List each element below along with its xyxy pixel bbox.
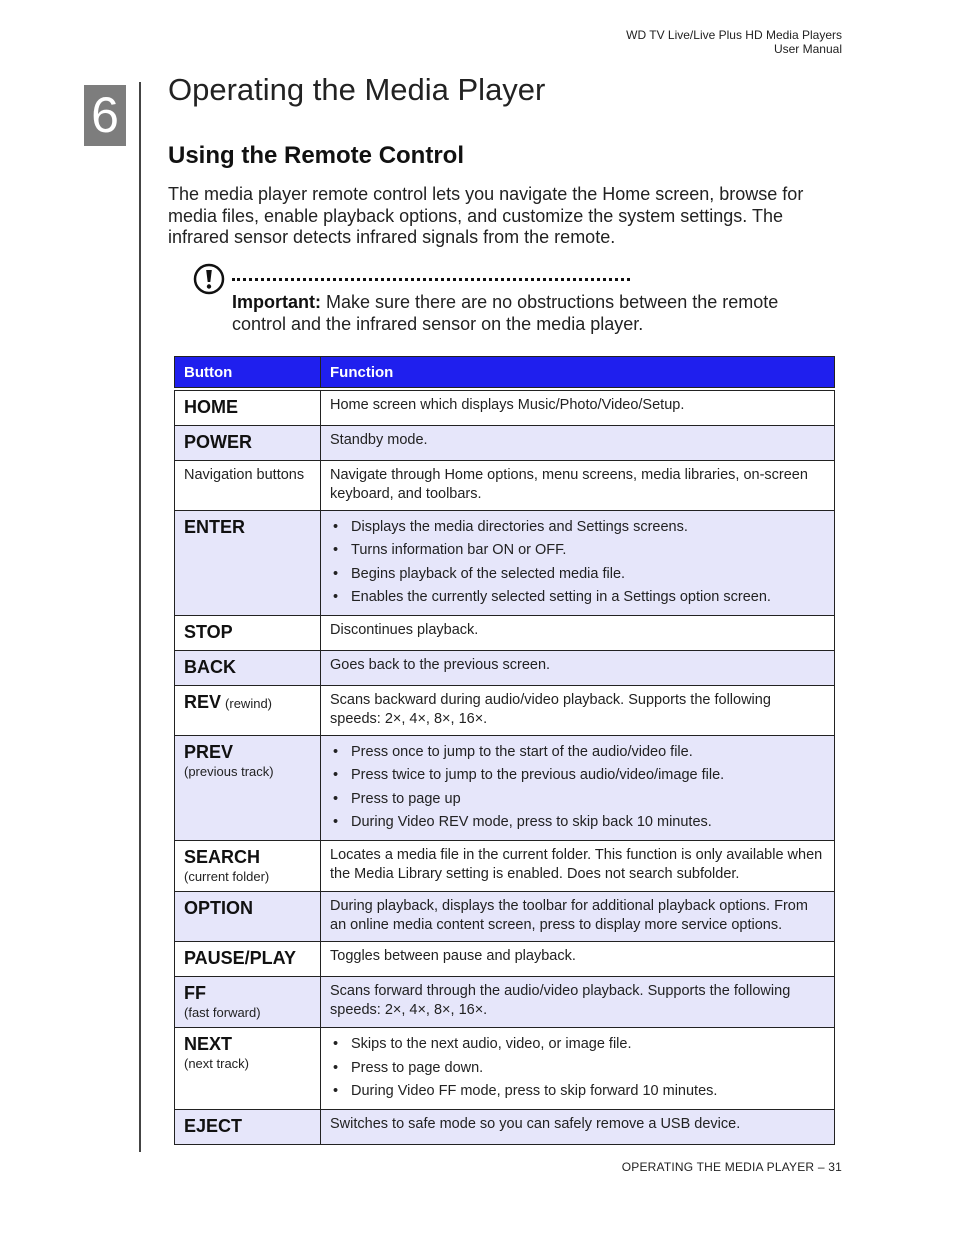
function-cell: [321, 426, 835, 461]
button-cell: [175, 461, 321, 511]
function-text: During playback, displays the toolbar for additional playback options. From an online media content screen, press to display more service options.: [330, 898, 808, 934]
button-name: HOME: [184, 397, 238, 417]
function-text: Discontinues playback.: [330, 622, 479, 639]
function-cell: [321, 651, 835, 686]
function-cell: [321, 892, 835, 942]
table-row: [175, 616, 835, 651]
note-label: Important:: [232, 292, 321, 312]
function-cell: [321, 841, 835, 892]
button-cell: [175, 977, 321, 1028]
button-name: POWER: [184, 432, 253, 452]
note-text: Make sure there are no obstructions between the remote control and the infrared sensor on the media player.: [232, 292, 779, 334]
page-number: 31: [828, 1160, 842, 1174]
function-text: Switches to safe mode so you can safely remove a USB device.: [330, 1116, 741, 1133]
button-note: (fast forward): [184, 1005, 261, 1021]
button-cell: [175, 651, 321, 686]
function-bullet-list: [330, 1033, 825, 1103]
button-name: EJECT: [184, 1116, 243, 1137]
intro-paragraph: The media player remote control lets you navigate the Home screen, browse for media files, enable playback options, and customize the system settings. The infrared sensor detects infrared signals from the remote.: [168, 184, 804, 247]
table-row: [175, 1028, 835, 1110]
button-cell: [175, 426, 321, 461]
button-cell: [175, 841, 321, 892]
button-name: REV: [184, 692, 222, 713]
button-name: SEARCH: [184, 847, 261, 868]
function-cell: [321, 686, 835, 736]
table-row: [175, 651, 835, 686]
function-text: Standby mode.: [330, 432, 428, 448]
function-bullet-item: • Begins playback of the selected media file.: [330, 563, 825, 586]
function-cell: [321, 391, 835, 426]
button-name: Navigation buttons: [184, 467, 305, 483]
running-header-title: WD TV Live/Live Plus HD Media Players: [626, 28, 842, 42]
table-row: [175, 511, 835, 616]
button-name: NEXT: [184, 1034, 233, 1055]
button-cell: [175, 686, 321, 736]
important-icon: [193, 263, 225, 295]
function-text: Goes back to the previous screen.: [330, 657, 551, 674]
important-note: [232, 291, 832, 335]
button-cell: [175, 1028, 321, 1110]
function-cell: [321, 736, 835, 841]
button-name: PAUSE/PLAY: [184, 948, 297, 969]
table-row: [175, 892, 835, 942]
button-note: (previous track): [184, 764, 274, 780]
button-cell: [175, 892, 321, 942]
table-row: [175, 736, 835, 841]
table-row: [175, 841, 835, 892]
function-cell: [321, 511, 835, 616]
function-bullet-item: • Displays the media directories and Settings screens.: [330, 516, 825, 539]
function-cell: [321, 461, 835, 511]
table-row: [175, 942, 835, 977]
running-header: [626, 28, 842, 56]
function-cell: [321, 616, 835, 651]
function-text: Scans forward through the audio/video playback. Supports the following speeds: 2×, 4×, 8×, 16×.: [330, 983, 791, 1019]
chapter-divider-line: [139, 82, 141, 1152]
function-text: Toggles between pause and playback.: [330, 948, 576, 965]
table-row: [175, 426, 835, 461]
page-footer: [622, 1160, 842, 1174]
button-cell: [175, 616, 321, 651]
function-cell: [321, 1028, 835, 1110]
function-bullet-list: [330, 516, 825, 609]
table-row: [175, 977, 835, 1028]
button-note: (rewind): [225, 696, 273, 712]
function-bullet-item: • Press twice to jump to the previous audio/video/image file.: [330, 764, 825, 787]
function-cell: [321, 977, 835, 1028]
page-title: Operating the Media Player: [168, 72, 546, 107]
function-cell: [321, 1110, 835, 1145]
function-text: Home screen which displays Music/Photo/Video/Setup.: [330, 397, 685, 413]
function-bullet-item: • Turns information bar ON or OFF.: [330, 539, 825, 562]
function-bullet-item: • During Video REV mode, press to skip back 10 minutes.: [330, 811, 825, 834]
table-header-row: [175, 357, 835, 388]
button-note: (next track): [184, 1056, 250, 1072]
function-text: Navigate through Home options, menu screens, media libraries, on-screen keyboard, and toolbars.: [330, 467, 808, 502]
button-name: ENTER: [184, 517, 246, 537]
note-dotted-rule: [232, 278, 630, 281]
table-row: [175, 391, 835, 426]
function-bullet-list: [330, 741, 825, 834]
function-bullet-item: • Press to page down.: [330, 1057, 825, 1080]
table-row: [175, 461, 835, 511]
table-row: [175, 686, 835, 736]
function-bullet-item: • During Video FF mode, press to skip forward 10 minutes.: [330, 1080, 825, 1103]
button-cell: [175, 391, 321, 426]
button-cell: [175, 736, 321, 841]
button-name: OPTION: [184, 898, 254, 919]
remote-button-table: [174, 356, 835, 1145]
button-name: FF: [184, 983, 206, 1004]
function-bullet-item: • Press to page up: [330, 788, 825, 811]
function-text: Locates a media file in the current folder. This function is only available when the Media Library setting is enabled. Does not search subfolder.: [330, 847, 823, 883]
button-name: STOP: [184, 622, 233, 643]
column-header-button: Button: [175, 357, 321, 388]
section-title: Using the Remote Control: [168, 142, 465, 169]
button-note: (current folder): [184, 869, 270, 885]
function-cell: [321, 942, 835, 977]
table-row: [175, 1110, 835, 1145]
button-name: PREV: [184, 742, 234, 763]
chapter-number-badge: 6: [84, 85, 126, 146]
button-name: BACK: [184, 657, 236, 678]
button-cell: [175, 942, 321, 977]
function-bullet-item: • Enables the currently selected setting in a Settings option screen.: [330, 586, 825, 609]
footer-separator: –: [814, 1160, 829, 1174]
button-cell: [175, 511, 321, 616]
footer-label: OPERATING THE MEDIA PLAYER: [621, 1160, 815, 1174]
function-bullet-item: • Press once to jump to the start of the audio/video file.: [330, 741, 825, 764]
function-bullet-item: • Skips to the next audio, video, or image file.: [330, 1033, 825, 1056]
button-cell: [175, 1110, 321, 1145]
running-header-subtitle: User Manual: [773, 42, 842, 56]
column-header-function: Function: [321, 357, 835, 388]
function-text: Scans backward during audio/video playback. Supports the following speeds: 2×, 4×, 8×, 16×.: [330, 692, 771, 728]
